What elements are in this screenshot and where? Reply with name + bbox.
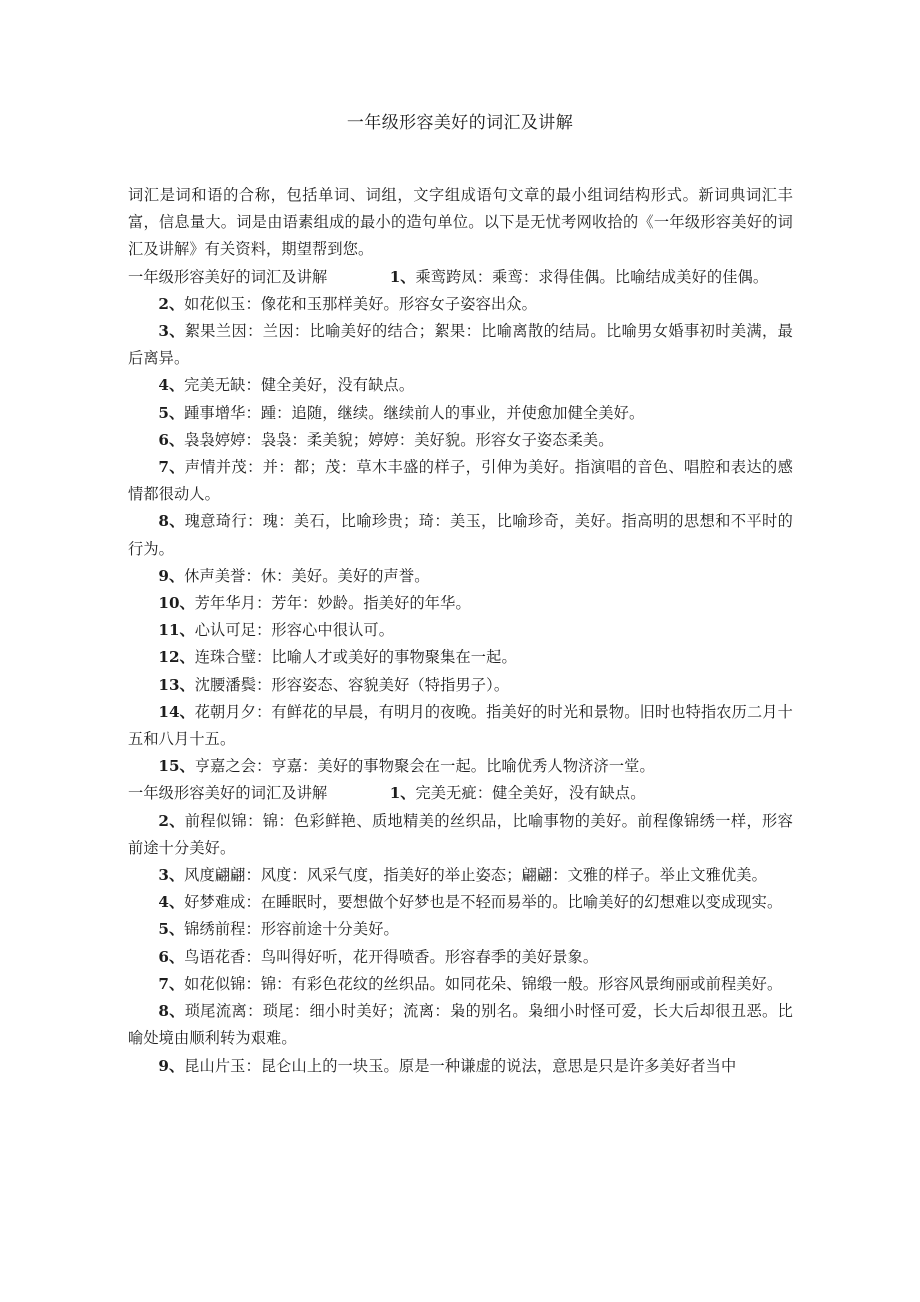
- vocabulary-item: [128, 971, 793, 998]
- item-text: 如花似锦：锦：有彩色花纹的丝织品。如同花朵、锦缎一般。形容风景绚丽或前程美好。: [184, 974, 783, 993]
- vocabulary-item: [128, 944, 793, 971]
- intro-paragraph: 词汇是词和语的合称，包括单词、词组，文字组成语句文章的最小组词结构形式。新词典词汇丰富，信息量大。词是由语素组成的最小的造句单位。以下是无忧考网收拾的《一年级形容美好的词汇及讲解》有关资料，期望帮到您。: [128, 186, 793, 259]
- item-number: 6、: [158, 430, 185, 449]
- item-number: 10、: [158, 594, 195, 613]
- item-number: 4、: [158, 893, 185, 912]
- item-text: 休声美誉：休：美好。美好的声誉。: [184, 566, 430, 585]
- vocabulary-item: [128, 617, 793, 644]
- item-number: 9、: [158, 566, 185, 585]
- vocabulary-item: [128, 753, 793, 780]
- item-text: 亨嘉之会：亨嘉：美好的事物聚会在一起。比喻优秀人物济济一堂。: [194, 757, 655, 776]
- item-number: 2、: [158, 811, 185, 830]
- vocabulary-item: [128, 672, 793, 699]
- vocabulary-item: [128, 889, 793, 916]
- vocabulary-item: [128, 400, 793, 427]
- vocabulary-item: [128, 563, 793, 590]
- item-text: 完美无缺：健全美好，没有缺点。: [184, 376, 415, 395]
- item-text: 瑰意琦行：瑰：美石，比喻珍贵；琦：美玉，比喻珍奇，美好。指高明的思想和不平时的行为。: [128, 512, 793, 558]
- item-text: 锦绣前程：形容前途十分美好。: [184, 920, 399, 939]
- item-text: 昆山片玉：昆仑山上的一块玉。原是一种谦虚的说法，意思是只是许多美好者当中: [184, 1056, 737, 1075]
- item-number: 11、: [158, 621, 195, 640]
- section-heading-text: 一年级形容美好的词汇及讲解: [128, 267, 328, 286]
- vocabulary-item: [128, 1053, 793, 1080]
- document-body: [128, 182, 793, 1080]
- item-number: 7、: [158, 974, 185, 993]
- item-text: 鸟语花香：鸟叫得好听，花开得喷香。形容春季的美好景象。: [184, 947, 599, 966]
- item-text: 完美无疵：健全美好，没有缺点。: [415, 784, 646, 803]
- item-number: 7、: [158, 458, 185, 477]
- item-text: 好梦难成：在睡眠时，要想做个好梦也是不轻而易举的。比喻美好的幻想难以变成现实。: [184, 893, 783, 912]
- item-number: 14、: [158, 702, 195, 721]
- item-text: 乘鸾跨凤：乘鸾：求得佳偶。比喻结成美好的佳偶。: [415, 267, 769, 286]
- item-text: 踵事增华：踵：追随，继续。继续前人的事业，并使愈加健全美好。: [184, 403, 645, 422]
- vocabulary-item: [128, 644, 793, 671]
- vocabulary-item: [128, 508, 793, 562]
- section-list: [128, 264, 793, 1080]
- vocabulary-item: [128, 427, 793, 454]
- item-text: 沈腰潘鬓：形容姿态、容貌美好（特指男子）。: [194, 675, 510, 694]
- item-number: 8、: [158, 512, 185, 531]
- item-text: 芳年华月：芳年：妙龄。指美好的年华。: [194, 594, 471, 613]
- item-text: 琐尾流离：琐尾：细小时美好；流离：枭的别名。枭细小时怪可爱，长大后却很丑恶。比喻处境由顺利转为艰难。: [128, 1002, 793, 1048]
- item-number: 15、: [158, 757, 195, 776]
- vocabulary-item: [128, 998, 793, 1052]
- item-text: 前程似锦：锦：色彩鲜艳、质地精美的丝织品，比喻事物的美好。前程像锦绣一样，形容前途十分美好。: [128, 811, 793, 857]
- item-text: 如花似玉：像花和玉那样美好。形容女子姿容出众。: [184, 294, 537, 313]
- item-number: 8、: [158, 1002, 185, 1021]
- item-number: 1、: [389, 784, 416, 803]
- item-number: 9、: [158, 1056, 185, 1075]
- page-title: 一年级形容美好的词汇及讲解: [346, 113, 574, 133]
- vocabulary-item: [128, 916, 793, 943]
- section-heading-line: [128, 264, 793, 291]
- item-text: 絮果兰因：兰因：比喻美好的结合；絮果：比喻离散的结局。比喻男女婚事初时美满，最后离异。: [128, 322, 793, 368]
- item-number: 4、: [158, 376, 185, 395]
- section-heading-text: 一年级形容美好的词汇及讲解: [128, 784, 328, 803]
- item-number: 5、: [158, 403, 185, 422]
- item-number: 3、: [158, 866, 185, 885]
- vocabulary-item: [128, 590, 793, 617]
- item-number: 13、: [158, 675, 195, 694]
- item-number: 12、: [158, 648, 195, 667]
- item-text: 花朝月夕：有鲜花的早晨，有明月的夜晚。指美好的时光和景物。旧时也特指农历二月十五和八月十五。: [128, 702, 793, 749]
- item-number: 3、: [158, 322, 185, 341]
- vocabulary-item: [128, 454, 793, 508]
- vocabulary-item: [128, 699, 793, 753]
- item-number: 6、: [158, 947, 185, 966]
- item-text: 心认可足：形容心中很认可。: [194, 621, 395, 640]
- vocabulary-item: [128, 318, 793, 372]
- vocabulary-item: [128, 372, 793, 399]
- item-number: 5、: [158, 920, 185, 939]
- item-text: 声情并茂：并：都；茂：草木丰盛的样子，引伸为美好。指演唱的音色、唱腔和表达的感情都很动人。: [128, 458, 793, 504]
- vocabulary-item: [128, 291, 793, 318]
- item-number: 2、: [158, 294, 185, 313]
- item-text: 风度翩翩：风度：风采气度，指美好的举止姿态；翩翩：文雅的样子。举止文雅优美。: [184, 866, 767, 885]
- vocabulary-item: [128, 862, 793, 889]
- item-text: 袅袅婷婷：袅袅：柔美貌；婷婷：美好貌。形容女子姿态柔美。: [184, 430, 614, 449]
- item-text: 连珠合璧：比喻人才或美好的事物聚集在一起。: [194, 648, 517, 667]
- item-number: 1、: [389, 267, 416, 286]
- vocabulary-item: [128, 808, 793, 862]
- section-heading-line: [128, 780, 793, 807]
